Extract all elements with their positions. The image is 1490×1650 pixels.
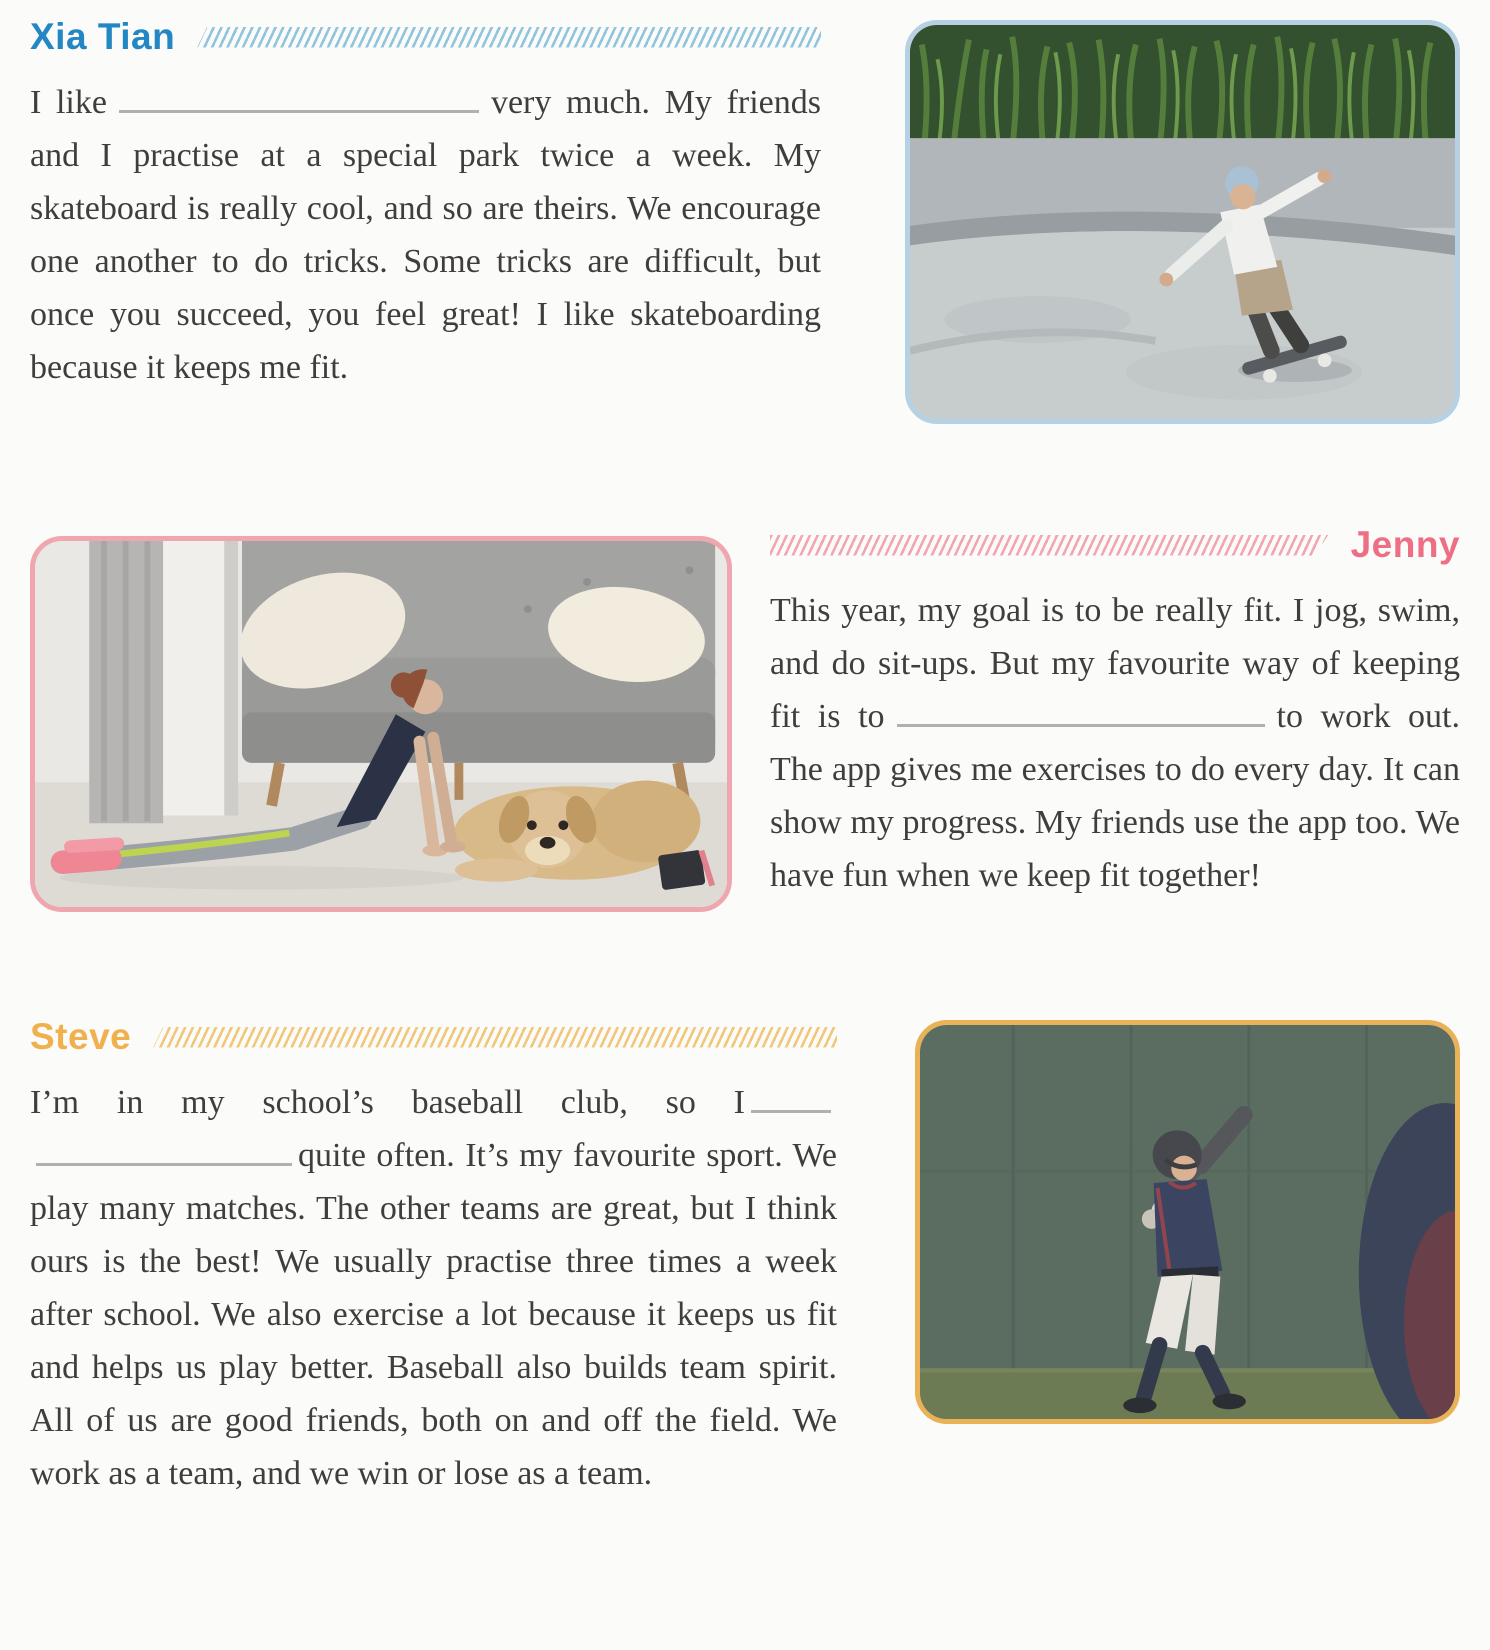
skateboarding-illustration xyxy=(910,25,1455,419)
decorative-hatch-band xyxy=(770,535,1329,556)
paragraph-text-before-blank: I’m in my school’s baseball club, so I xyxy=(30,1084,745,1121)
grass-area xyxy=(910,25,1455,140)
decorative-hatch-band xyxy=(197,27,821,48)
section-jenny xyxy=(30,520,1460,924)
yoga-photo xyxy=(30,536,732,912)
decorative-hatch-band xyxy=(153,1027,837,1048)
author-header-jenny xyxy=(770,520,1460,570)
section-steve xyxy=(30,1012,1460,1500)
baseball-photo xyxy=(915,1020,1460,1424)
paragraph-text-after-blank: quite often. It’s my favourite sport. We play many matches. The other teams are great, but I think ours is the best! We usually practise three times a week after school. We also exercise a lot because it keeps us fit and helps us play better. Baseball also builds team spirit. All of us are good friends, both on and off the field. We work as a team, and we win or lose as a team. xyxy=(30,1137,837,1493)
baseball-illustration xyxy=(920,1025,1455,1419)
grass-strip xyxy=(920,1370,1455,1419)
author-header-xia-tian xyxy=(30,12,821,62)
paragraph-text-before-blank: I like xyxy=(30,84,107,121)
paragraph-text-after-blank: to work out. The app gives me exercises to do every day. It can show my progress. My friends use the app too. We have fun when we keep fit together! xyxy=(770,698,1460,895)
section-xia-tian xyxy=(30,12,1460,424)
author-name-steve: Steve xyxy=(30,1016,132,1057)
author-name-jenny: Jenny xyxy=(1350,524,1460,565)
author-name-xia-tian: Xia Tian xyxy=(30,16,176,57)
paragraph-text-after-blank: very much. My friends and I practise at a special park twice a week. My skateboard is really cool, and so are theirs. We encourage one another to do tricks. Some tricks are difficult, but once you succeed, you feel great! I like skateboarding because it keeps me fit. xyxy=(30,84,821,387)
paragraph-text-before-blank: This year, my goal is to be really fit. I jog, swim, and do sit-ups. But my favourite way of keeping fit is to xyxy=(770,592,1460,736)
fill-in-blank-3b xyxy=(36,1135,292,1166)
yoga-illustration xyxy=(35,541,727,907)
skateboarding-photo xyxy=(905,20,1460,424)
fill-in-blank-2 xyxy=(897,696,1265,727)
fill-in-blank-1 xyxy=(119,82,479,113)
fill-in-blank-3a xyxy=(751,1082,831,1113)
author-header-steve xyxy=(30,1012,837,1062)
